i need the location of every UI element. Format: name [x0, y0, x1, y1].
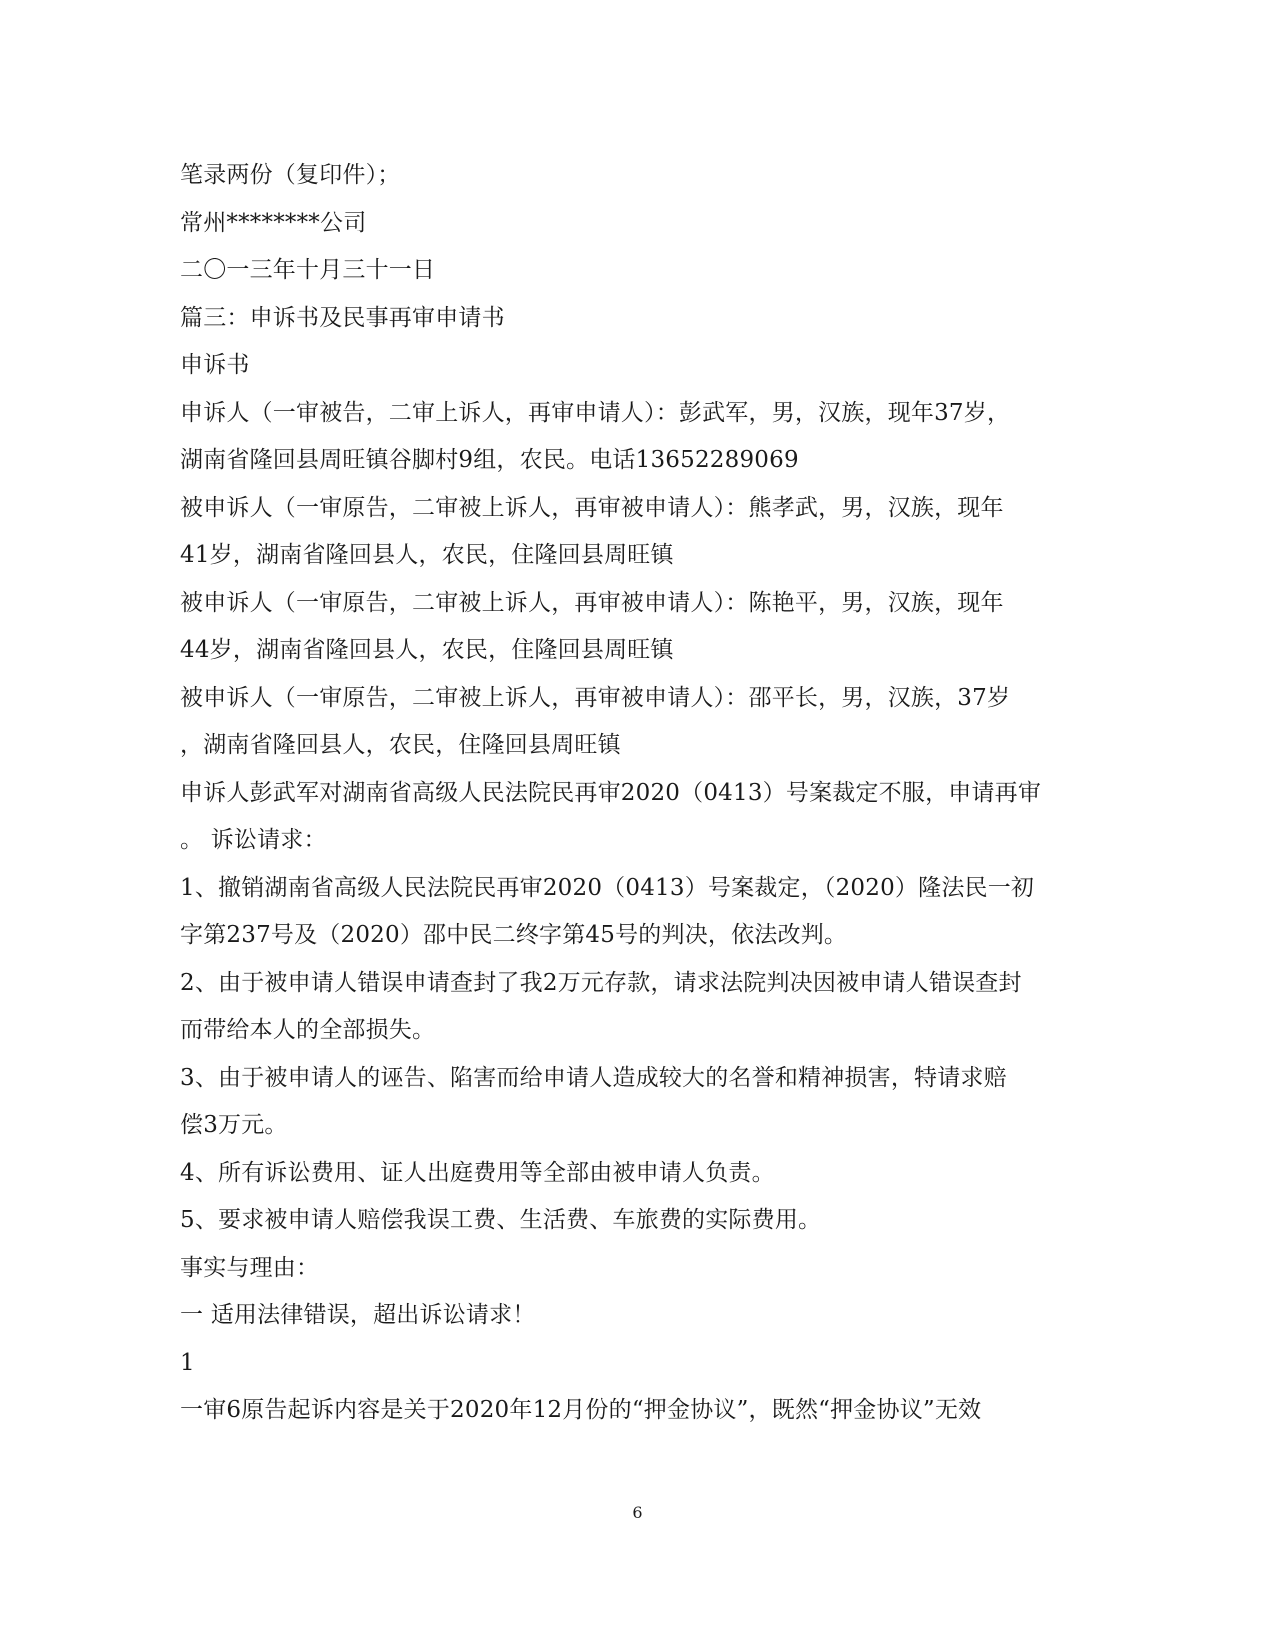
text-line: 偿3万元。	[180, 1112, 288, 1138]
text-line: 5、要求被申请人赔偿我误工费、生活费、车旅费的实际费用。	[180, 1207, 822, 1233]
text-line: 3、由于被申请人的诬告、陷害而给申请人造成较大的名誉和精神损害，特请求赔	[180, 1064, 1007, 1091]
text-line: 44岁，湖南省隆回县人，农民，住隆回县周旺镇	[180, 637, 674, 663]
text-line: 字第237号及（2020）邵中民二终字第45号的判决，依法改判。	[180, 922, 848, 948]
text-line: 2、由于被申请人错误申请查封了我2万元存款，请求法院判决因被申请人错误查封	[180, 969, 1022, 996]
text-line: 湖南省隆回县周旺镇谷脚村9组，农民。电话13652289069	[180, 447, 799, 473]
text-line: 二〇一三年十月三十一日	[180, 257, 436, 283]
text-line: 41岁，湖南省隆回县人，农民，住隆回县周旺镇	[180, 542, 674, 568]
text-line: 申诉人彭武军对湖南省高级人民法院民再审2020（0413）号案裁定不服，申请再审	[180, 779, 1042, 806]
text-line: 申诉人（一审被告，二审上诉人，再审申请人）：彭武军，男，汉族，现年37岁，	[180, 399, 1011, 426]
text-line: 1、撤销湖南省高级人民法院民再审2020（0413）号案裁定，（2020）隆法民一初	[180, 874, 1035, 901]
text-line: 一 适用法律错误，超出诉讼请求！	[180, 1302, 536, 1328]
page-number: 6	[632, 1503, 643, 1522]
text-line: 。 诉讼请求：	[180, 827, 327, 853]
text-line: 常州********公司	[180, 209, 367, 236]
text-line: 笔录两份（复印件）；	[180, 162, 401, 188]
text-line: 被申诉人（一审原告，二审被上诉人，再审被申请人）：熊孝武，男，汉族，现年	[180, 494, 1004, 521]
text-line: 1	[180, 1349, 195, 1376]
text-line: 一审6原告起诉内容是关于2020年12月份的“押金协议”，既然“押金协议”无效	[180, 1397, 982, 1423]
text-line: 被申诉人（一审原告，二审被上诉人，再审被申请人）：邵平长，男，汉族，37岁	[180, 684, 1011, 711]
document-body	[180, 152, 1080, 1435]
section-heading: 篇三：申诉书及民事再审申请书	[180, 304, 505, 331]
text-line: 4、所有诉讼费用、证人出庭费用等全部由被申请人负责。	[180, 1159, 775, 1186]
text-line: 事实与理由：	[180, 1254, 320, 1281]
text-line: ，湖南省隆回县人，农民，住隆回县周旺镇	[180, 732, 621, 758]
text-line: 而带给本人的全部损失。	[180, 1017, 436, 1043]
text-line: 被申诉人（一审原告，二审被上诉人，再审被申请人）：陈艳平，男，汉族，现年	[180, 589, 1004, 616]
document-title: 申诉书	[180, 352, 250, 378]
